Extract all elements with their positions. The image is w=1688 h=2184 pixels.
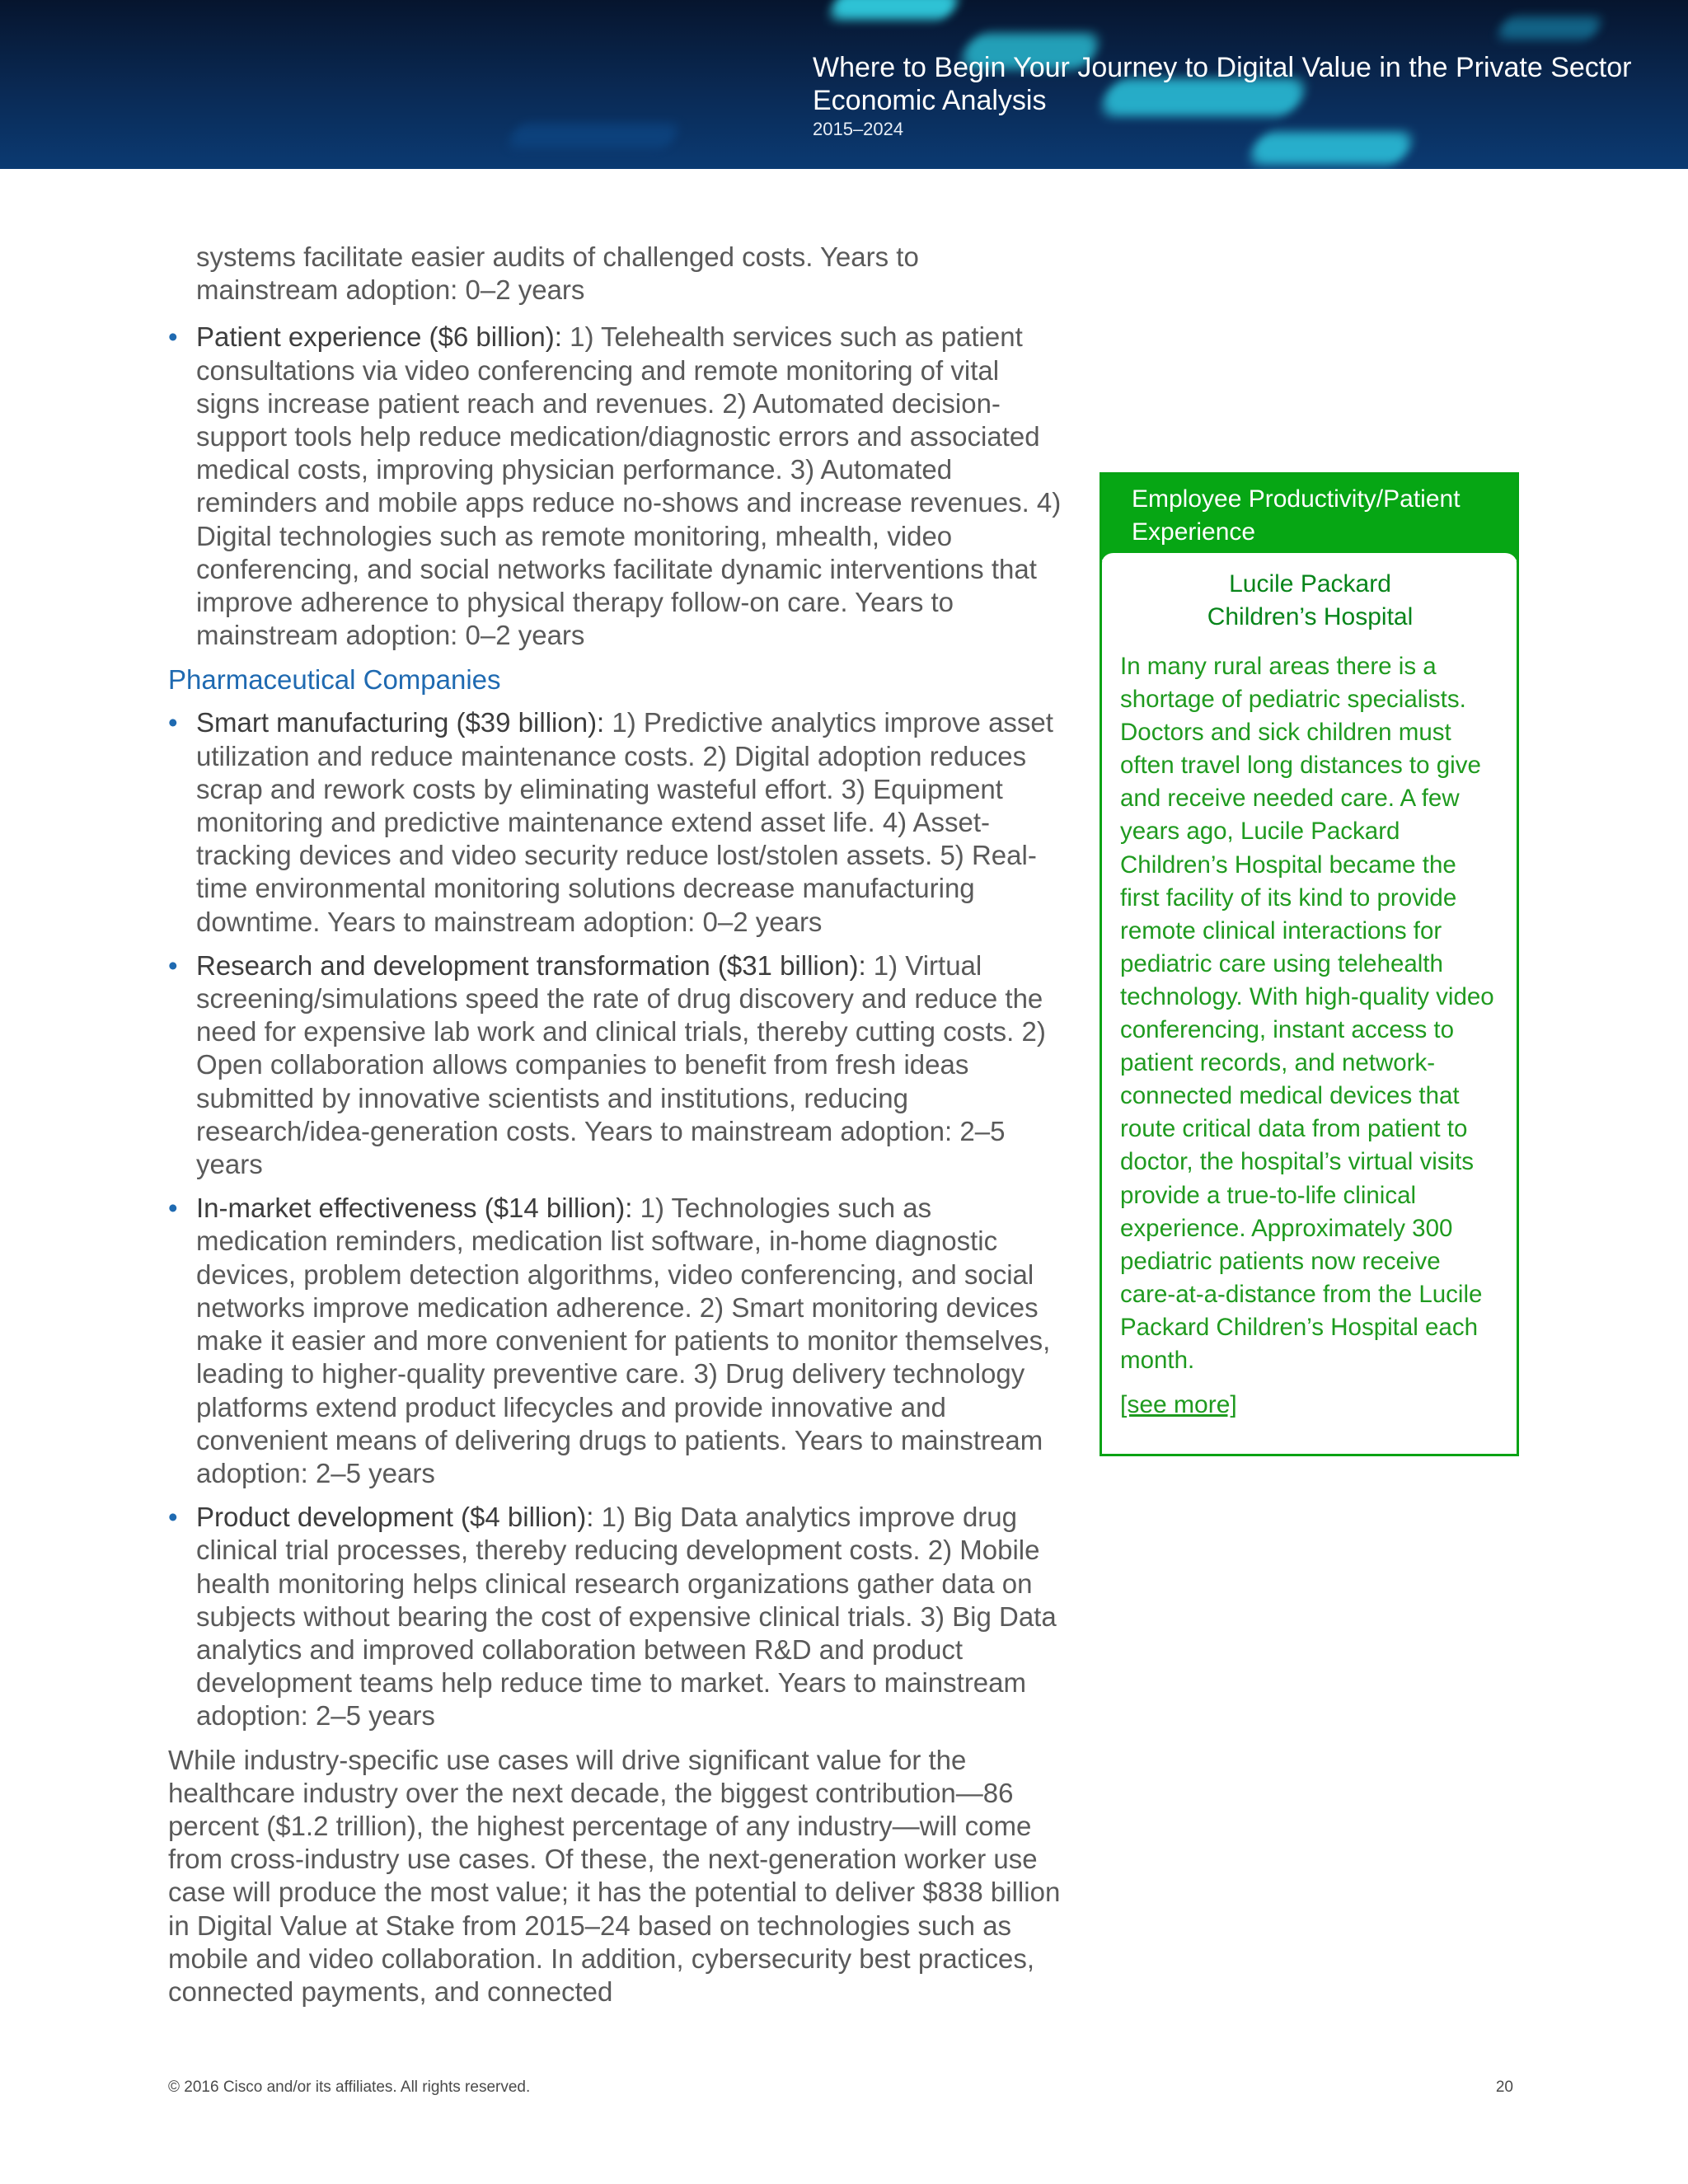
intro-text: systems facilitate easier audits of challenged costs. Years to mainstream adoption: 0–2 years (196, 241, 919, 306)
bullet-title: Research and development transformation ($31 billion): (196, 949, 866, 981)
list-item (168, 321, 1062, 652)
decorative-light (507, 124, 681, 148)
header-title: Where to Begin Your Journey to Digital Value in the Private Sector (813, 52, 1632, 83)
see-more-link[interactable]: [see more] (1120, 1391, 1237, 1419)
bullet-text: 1) Technologies such as medication reminders, medication list software, in-home diagnostic devices, problem detection algorithms, video conferencing, and social networks improve medication adherence. 2) Smart monitoring devices make it easier and more convenient for patients to monitor themselves, leading to higher-quality preventive care. 3) Drug delivery technology platforms extend product lifecycles and provide innovative and convenient means of delivering drugs to patients. Years to mainstream adoption: 2–5 years (196, 1193, 1051, 1488)
closing-paragraph: While industry-specific use cases will drive significant value for the healthcare industry over the next decade, the biggest contribution—86 percent ($1.2 trillion), the highest percentage of any industry—will come from cross-industry use cases. Of these, the next-generation worker use case will produce the most value; it has the potential to deliver $838 billion in Digital Value at Stake from 2015–24 based on technologies such as mobile and video collaboration. In addition, cybersecurity best practices, connected payments, and connected (168, 1744, 1061, 2007)
bullet-icon: • (168, 321, 178, 353)
bullet-text: 1) Predictive analytics improve asset utilization and reduce maintenance costs. 2) Digital adoption reduces scrap and rework costs by eliminating wasteful effort. 3) Equipment monitoring and predictive maintenance extend asset life. 4) Asset-tracking devices and video security reduce lost/stolen assets. 5) Real-time environmental monitoring solutions decrease manufacturing downtime. Years to mainstream adoption: 0–2 years (196, 707, 1053, 937)
sidebar-title-line1: Lucile Packard (1229, 570, 1391, 598)
bullet-text: 1) Big Data analytics improve drug clinical trial processes, thereby reducing development costs. 2) Mobile health monitoring helps clinical research organizations gather data on subjects without bearing the cost of expensive clinical trials. 3) Big Data analytics and improved collaboration between R&D and product development teams help reduce time to market. Years to mainstream adoption: 2–5 years (196, 1502, 1057, 1732)
main-column (168, 241, 1062, 2008)
list-item (168, 949, 1062, 1181)
decorative-light (828, 0, 961, 20)
list-item (168, 706, 1062, 938)
sidebar-header: Employee Productivity/Patient Experience (1102, 475, 1517, 560)
header-subtitle: Economic Analysis (813, 85, 1047, 116)
list-item (168, 1501, 1062, 1732)
page-footer (168, 2079, 1513, 2097)
bullet-list-pharma (168, 706, 1062, 1732)
bullet-title: In-market effectiveness ($14 billion): (196, 1193, 633, 1224)
section-heading: Pharmaceutical Companies (168, 664, 501, 696)
bullet-icon: • (168, 1193, 178, 1224)
case-study-sidebar (1100, 472, 1519, 1456)
bullet-title: Smart manufacturing ($39 billion): (196, 707, 605, 738)
bullet-list-hospitals (168, 321, 1062, 652)
header-years: 2015–2024 (813, 119, 904, 139)
bullet-title: Product development ($4 billion): (196, 1502, 594, 1533)
bullet-icon: • (168, 707, 178, 738)
page-number: 20 (1495, 2079, 1513, 2096)
header-title-block (813, 51, 1632, 142)
list-item (168, 1192, 1062, 1490)
sidebar-title (1120, 568, 1500, 634)
sidebar-body (1102, 551, 1517, 1454)
sidebar-text: In many rural areas there is a shortage of pediatric specialists. Doctors and sick children must often travel long distances to give and receive needed care. A few years ago, Lucile Packard Children’s Hospital became the first facility of its kind to provide remote clinical interactions for pediatric care using telehealth technology. With high-quality video conferencing, instant access to patient records, and network-connected medical devices that route critical data from patient to doctor, the hospital’s virtual visits provide a true-to-life clinical experience. Approximately 300 pediatric patients now receive care-at-a-distance from the Lucile Packard Children’s Hospital each month. (1120, 653, 1494, 1374)
bullet-icon: • (168, 1502, 178, 1533)
bullet-text: 1) Virtual screening/simulations speed the rate of drug discovery and reduce the need for expensive lab work and clinical trials, thereby cutting costs. 2) Open collaboration allows companies to benefit from fresh ideas submitted by innovative scientists and institutions, reducing research/idea-generation costs. Years to mainstream adoption: 2–5 years (196, 949, 1046, 1180)
page-header-banner (0, 0, 1688, 169)
decorative-light (1496, 16, 1603, 40)
copyright-text: © 2016 Cisco and/or its affiliates. All rights reserved. (168, 2079, 531, 2096)
sidebar-title-line2: Children’s Hospital (1207, 603, 1414, 630)
bullet-text: 1) Telehealth services such as patient consultations via video conferencing and remote monitoring of vital signs increase patient reach and revenues. 2) Automated decision-support tools help reduce medication/diagnostic errors and associated medical costs, improving physician performance. 3) Automated reminders and mobile apps reduce no-shows and increase revenues. 4) Digital technologies such as remote monitoring, mhealth, video conferencing, and social networks facilitate dynamic interventions that improve adherence to physical therapy follow-on care. Years to mainstream adoption: 0–2 years (196, 321, 1062, 651)
bullet-title: Patient experience ($6 billion): (196, 321, 562, 353)
bullet-icon: • (168, 949, 178, 981)
